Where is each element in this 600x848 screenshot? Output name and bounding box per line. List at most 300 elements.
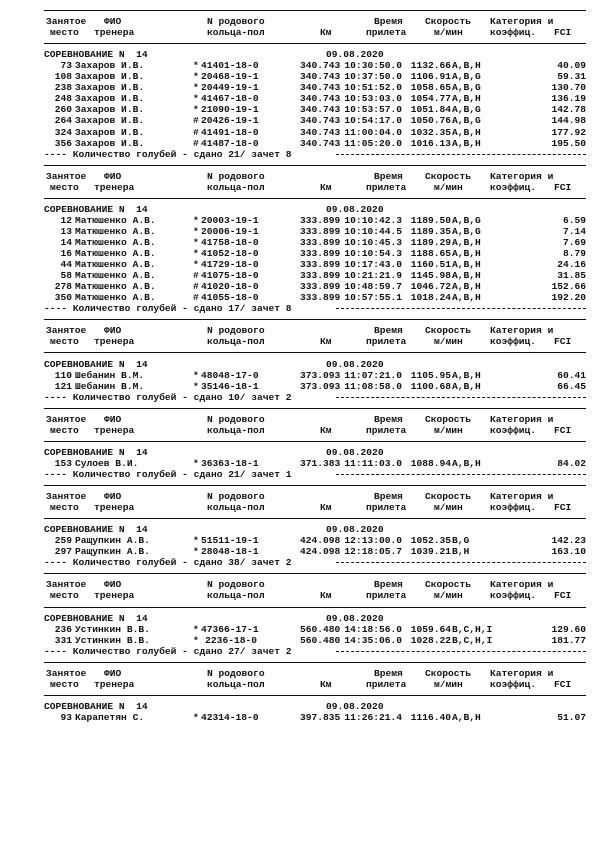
result-row <box>44 82 590 93</box>
result-cell: A,B,H <box>452 457 481 469</box>
result-cell: A,B,H <box>452 369 481 381</box>
summary-text: ---- Количество голубей - сдано 17/ зачет 8 <box>44 303 292 315</box>
result-cell: 14:35:06.0 <box>344 634 402 646</box>
separator-line <box>44 657 590 668</box>
header-cell: Категория и <box>490 325 554 337</box>
result-cell: 6.59 <box>562 214 586 226</box>
result-row <box>44 535 590 546</box>
results-sheet <box>44 5 590 723</box>
result-row <box>44 546 590 557</box>
result-cell: 333.899 <box>300 248 341 260</box>
separator-line <box>44 602 590 613</box>
result-cell: 1106.91 <box>410 71 451 83</box>
competition-date: 09.08.2020 <box>326 446 384 458</box>
header-cell: коэффиц. <box>490 424 537 436</box>
header-cell: место <box>50 590 79 602</box>
header-line-2 <box>44 502 590 513</box>
result-cell: 8.79 <box>562 248 586 260</box>
result-cell: 1046.72 <box>410 281 451 293</box>
separator-line <box>44 403 590 414</box>
header-cell: N родового <box>207 16 265 28</box>
result-cell: B,C,H,I <box>452 634 493 646</box>
result-row <box>44 712 590 723</box>
competition-title-line <box>44 524 590 535</box>
result-cell: 1145.98 <box>410 270 451 282</box>
result-cell: Матюшенко А.В. <box>75 270 156 282</box>
result-cell: 28048-18-1 <box>201 546 259 558</box>
header-cell: кольца-пол <box>207 27 265 39</box>
header-cell: тренера <box>94 424 135 436</box>
summary-text: ---- Количество голубей - сдано 21/ зачет 8 <box>44 148 292 160</box>
result-cell: * <box>193 369 199 381</box>
header-cell: ФИО <box>104 667 122 679</box>
result-cell: 340.743 <box>300 60 341 72</box>
separator-line <box>44 480 590 491</box>
result-cell: 1188.65 <box>410 248 451 260</box>
result-cell: 10:30:50.0 <box>344 60 402 72</box>
competition-title: СОРЕВНОВАНИЕ N 14 <box>44 49 148 61</box>
result-cell: 10:21:21.9 <box>344 270 402 282</box>
result-cell: 324 <box>54 126 72 138</box>
summary-line <box>44 149 590 160</box>
result-cell: Матюшенко А.В. <box>75 292 156 304</box>
result-cell: 41401-18-0 <box>201 60 259 72</box>
result-cell: * <box>193 259 199 271</box>
result-cell: 560.480 <box>300 623 341 635</box>
result-cell: B,H <box>452 546 470 558</box>
header-cell: место <box>50 502 79 514</box>
header-cell: N родового <box>207 413 265 425</box>
header-line-1 <box>44 579 590 590</box>
result-cell: 40.09 <box>557 60 586 72</box>
result-cell: 73 <box>60 60 72 72</box>
result-cell: 12:18:05.7 <box>344 546 402 558</box>
separator-line <box>44 5 590 16</box>
result-cell: 1088.94 <box>410 457 451 469</box>
result-cell: 1105.95 <box>410 369 451 381</box>
result-cell: 340.743 <box>300 137 341 149</box>
result-row <box>44 370 590 381</box>
separator-line <box>44 513 590 524</box>
result-cell: Матюшенко А.В. <box>75 214 156 226</box>
result-cell: 10:10:44.5 <box>344 225 402 237</box>
result-cell: 163.10 <box>551 546 586 558</box>
header-cell: место <box>50 678 79 690</box>
result-cell: A,B,G <box>452 104 481 116</box>
result-cell: 35146-18-1 <box>201 380 259 392</box>
header-cell: ФИО <box>104 491 122 503</box>
result-cell: 333.899 <box>300 292 341 304</box>
result-row <box>44 270 590 281</box>
header-cell: коэффиц. <box>490 590 537 602</box>
header-cell: коэффиц. <box>490 336 537 348</box>
header-cell: FCI <box>554 590 572 602</box>
header-cell: м/мин <box>434 181 463 193</box>
result-cell: 14:18:56.0 <box>344 623 402 635</box>
result-cell: 278 <box>54 281 72 293</box>
result-row <box>44 237 590 248</box>
result-cell: * <box>193 634 199 646</box>
result-cell: 11:05:20.0 <box>344 137 402 149</box>
result-cell: 51.07 <box>557 712 586 723</box>
competition-date: 09.08.2020 <box>326 49 384 61</box>
summary-text: ---- Количество голубей - сдано 38/ зачет 2 <box>44 557 292 569</box>
header-cell: FCI <box>554 181 572 193</box>
header-cell: место <box>50 424 79 436</box>
result-cell: 1018.24 <box>410 292 451 304</box>
header-cell: Категория и <box>490 413 554 425</box>
result-cell: * <box>193 104 199 116</box>
result-cell: * <box>193 225 199 237</box>
result-cell: 41729-18-0 <box>201 259 259 271</box>
result-cell: 1058.65 <box>410 82 451 94</box>
result-cell: # <box>193 115 199 127</box>
result-cell: A,B,H <box>452 270 481 282</box>
result-cell: 84.02 <box>557 457 586 469</box>
summary-line <box>44 392 590 403</box>
header-cell: Км <box>320 502 332 514</box>
header-line-2 <box>44 182 590 193</box>
competition-date: 09.08.2020 <box>326 524 384 536</box>
result-cell: 340.743 <box>300 104 341 116</box>
header-cell: кольца-пол <box>207 678 265 690</box>
result-cell: Ращупкин А.В. <box>75 535 150 547</box>
result-cell: # <box>193 292 199 304</box>
result-cell: 10:54:17.0 <box>344 115 402 127</box>
result-cell: 12:13:00.0 <box>344 535 402 547</box>
result-cell: A,B,G <box>452 214 481 226</box>
header-cell: прилета <box>366 678 407 690</box>
result-cell: Ращупкин А.В. <box>75 546 150 558</box>
result-cell: 108 <box>54 71 72 83</box>
header-cell: FCI <box>554 424 572 436</box>
result-cell: Шебанин В.М. <box>75 380 145 392</box>
result-cell: 236 <box>54 623 72 635</box>
result-cell: 130.70 <box>551 82 586 94</box>
result-cell: 7.69 <box>562 236 586 248</box>
header-cell: Км <box>320 678 332 690</box>
header-cell: кольца-пол <box>207 336 265 348</box>
result-cell: A,B,H <box>452 236 481 248</box>
header-line-2 <box>44 425 590 436</box>
result-cell: 11:26:21.4 <box>344 712 402 723</box>
result-cell: 60.41 <box>557 369 586 381</box>
result-cell: 1028.22 <box>410 634 451 646</box>
competition-date: 09.08.2020 <box>326 203 384 215</box>
result-cell: * <box>193 82 199 94</box>
result-cell: A,B,H <box>452 137 481 149</box>
summary-dash-tail <box>336 308 586 309</box>
result-cell: 11:11:03.0 <box>344 457 402 469</box>
header-cell: Занятое <box>46 16 87 28</box>
competition-title: СОРЕВНОВАНИЕ N 14 <box>44 358 148 370</box>
result-cell: 10:51:52.0 <box>344 82 402 94</box>
result-cell: 340.743 <box>300 93 341 105</box>
result-cell: 297 <box>54 546 72 558</box>
result-cell: 41020-18-0 <box>201 281 259 293</box>
header-cell: кольца-пол <box>207 424 265 436</box>
result-cell: 1059.64 <box>410 623 451 635</box>
result-cell: 41758-18-0 <box>201 236 259 248</box>
header-cell: Км <box>320 336 332 348</box>
header-cell: Время <box>374 579 403 591</box>
result-cell: 1032.35 <box>410 126 451 138</box>
result-cell: 1016.13 <box>410 137 451 149</box>
result-cell: 20468-19-1 <box>201 71 259 83</box>
result-cell: 121 <box>54 380 72 392</box>
header-cell: Категория и <box>490 491 554 503</box>
competition-title: СОРЕВНОВАНИЕ N 14 <box>44 446 148 458</box>
result-cell: 340.743 <box>300 82 341 94</box>
result-cell: 41052-18-0 <box>201 248 259 260</box>
header-cell: место <box>50 27 79 39</box>
competition-title: СОРЕВНОВАНИЕ N 14 <box>44 524 148 536</box>
result-cell: Устинкин В.В. <box>75 623 150 635</box>
result-cell: 10:48:59.7 <box>344 281 402 293</box>
header-cell: N родового <box>207 491 265 503</box>
header-cell: коэффиц. <box>490 27 537 39</box>
result-cell: Матюшенко А.В. <box>75 248 156 260</box>
result-row <box>44 281 590 292</box>
header-line-2 <box>44 679 590 690</box>
header-cell: Категория и <box>490 170 554 182</box>
header-cell: ФИО <box>104 170 122 182</box>
result-cell: Захаров И.В. <box>75 82 145 94</box>
header-cell: прилета <box>366 27 407 39</box>
result-cell: 142.23 <box>551 535 586 547</box>
result-cell: 12 <box>60 214 72 226</box>
result-cell: * <box>193 380 199 392</box>
header-cell: Скорость <box>425 325 472 337</box>
result-row <box>44 226 590 237</box>
result-cell: Сулоев В.И. <box>75 457 139 469</box>
competition-title: СОРЕВНОВАНИЕ N 14 <box>44 700 148 712</box>
result-cell: A,B,H <box>452 292 481 304</box>
result-cell: 11:08:58.0 <box>344 380 402 392</box>
competition-title-line <box>44 701 590 712</box>
result-cell: 333.899 <box>300 236 341 248</box>
header-cell: Занятое <box>46 667 87 679</box>
header-line-1 <box>44 171 590 182</box>
result-cell: Захаров И.В. <box>75 126 145 138</box>
header-cell: FCI <box>554 336 572 348</box>
result-cell: Устинкин В.В. <box>75 634 150 646</box>
header-cell: тренера <box>94 336 135 348</box>
header-cell: кольца-пол <box>207 590 265 602</box>
header-cell: Время <box>374 413 403 425</box>
result-cell: 24.16 <box>557 259 586 271</box>
result-cell: 152.66 <box>551 281 586 293</box>
result-row <box>44 93 590 104</box>
result-cell: 36363-18-1 <box>201 457 259 469</box>
result-cell: 7.14 <box>562 225 586 237</box>
result-cell: Захаров И.В. <box>75 115 145 127</box>
result-cell: 20449-19-1 <box>201 82 259 94</box>
result-cell: 10:57:55.1 <box>344 292 402 304</box>
header-cell: Время <box>374 491 403 503</box>
result-cell: 10:10:45.3 <box>344 236 402 248</box>
header-cell: ФИО <box>104 16 122 28</box>
result-cell: 333.899 <box>300 225 341 237</box>
header-cell: Время <box>374 667 403 679</box>
result-cell: 16 <box>60 248 72 260</box>
result-cell: A,B,H <box>452 126 481 138</box>
result-row <box>44 259 590 270</box>
header-cell: Скорость <box>425 579 472 591</box>
header-cell: Занятое <box>46 491 87 503</box>
result-cell: 144.98 <box>551 115 586 127</box>
result-row <box>44 381 590 392</box>
result-row <box>44 138 590 149</box>
result-cell: 248 <box>54 93 72 105</box>
summary-line <box>44 557 590 568</box>
header-cell: Время <box>374 170 403 182</box>
header-cell: Занятое <box>46 170 87 182</box>
result-cell: 21090-19-1 <box>201 104 259 116</box>
result-row <box>44 127 590 138</box>
header-cell: коэффиц. <box>490 502 537 514</box>
header-cell: Категория и <box>490 16 554 28</box>
separator-line <box>44 347 590 358</box>
separator-line <box>44 690 590 701</box>
header-cell: ФИО <box>104 325 122 337</box>
result-row <box>44 104 590 115</box>
result-cell: 66.45 <box>557 380 586 392</box>
result-cell: 136.19 <box>551 93 586 105</box>
result-cell: Захаров И.В. <box>75 104 145 116</box>
header-cell: Занятое <box>46 579 87 591</box>
header-cell: N родового <box>207 579 265 591</box>
result-cell: 1160.51 <box>410 259 451 271</box>
header-cell: м/мин <box>434 27 463 39</box>
result-row <box>44 292 590 303</box>
result-cell: 238 <box>54 82 72 94</box>
summary-dash-tail <box>336 474 586 475</box>
result-cell: 264 <box>54 115 72 127</box>
header-cell: место <box>50 181 79 193</box>
header-cell: Скорость <box>425 491 472 503</box>
header-cell: кольца-пол <box>207 502 265 514</box>
result-cell: 1100.68 <box>410 380 451 392</box>
result-cell: 1051.84 <box>410 104 451 116</box>
header-cell: Время <box>374 16 403 28</box>
header-cell: FCI <box>554 27 572 39</box>
result-cell: 58 <box>60 270 72 282</box>
result-cell: 177.92 <box>551 126 586 138</box>
competition-date: 09.08.2020 <box>326 700 384 712</box>
result-cell: 59.31 <box>557 71 586 83</box>
header-cell: FCI <box>554 678 572 690</box>
result-cell: 41075-18-0 <box>201 270 259 282</box>
result-cell: 192.20 <box>551 292 586 304</box>
result-cell: 333.899 <box>300 281 341 293</box>
result-row <box>44 60 590 71</box>
result-cell: Захаров И.В. <box>75 71 145 83</box>
header-cell: N родового <box>207 667 265 679</box>
result-cell: 10:37:50.0 <box>344 71 402 83</box>
result-cell: 51511-19-1 <box>201 535 259 547</box>
header-cell: Занятое <box>46 325 87 337</box>
header-cell: кольца-пол <box>207 181 265 193</box>
result-cell: Захаров И.В. <box>75 93 145 105</box>
result-cell: 1050.76 <box>410 115 451 127</box>
result-cell: Матюшенко А.В. <box>75 259 156 271</box>
header-cell: FCI <box>554 502 572 514</box>
result-row <box>44 248 590 259</box>
header-cell: Скорость <box>425 413 472 425</box>
header-cell: коэффиц. <box>490 181 537 193</box>
header-line-1 <box>44 668 590 679</box>
header-cell: м/мин <box>434 678 463 690</box>
result-cell: * <box>193 71 199 83</box>
competition-title-line <box>44 613 590 624</box>
header-cell: прилета <box>366 336 407 348</box>
result-cell: 10:53:03.0 <box>344 93 402 105</box>
header-cell: N родового <box>207 170 265 182</box>
result-cell: * <box>193 457 199 469</box>
result-cell: 10:17:43.0 <box>344 259 402 271</box>
result-cell: * <box>193 546 199 558</box>
result-cell: Матюшенко А.В. <box>75 281 156 293</box>
header-cell: м/мин <box>434 590 463 602</box>
separator-line <box>44 193 590 204</box>
result-cell: 333.899 <box>300 270 341 282</box>
result-cell: 48048-17-0 <box>201 369 259 381</box>
result-cell: 14 <box>60 236 72 248</box>
result-cell: 371.383 <box>300 457 341 469</box>
result-cell: 356 <box>54 137 72 149</box>
result-cell: 142.78 <box>551 104 586 116</box>
result-cell: 11:07:21.0 <box>344 369 402 381</box>
result-cell: 397.835 <box>300 712 341 723</box>
header-cell: Занятое <box>46 413 87 425</box>
header-cell: Скорость <box>425 170 472 182</box>
result-cell: * <box>193 623 199 635</box>
result-cell: * <box>193 214 199 226</box>
header-cell: прилета <box>366 424 407 436</box>
result-cell: 13 <box>60 225 72 237</box>
separator-line <box>44 38 590 49</box>
competition-title-line <box>44 49 590 60</box>
result-cell: Карапетян С. <box>75 712 145 723</box>
header-line-2 <box>44 336 590 347</box>
header-cell: Км <box>320 27 332 39</box>
header-cell: тренера <box>94 181 135 193</box>
result-cell: * <box>193 248 199 260</box>
result-cell: 424.098 <box>300 535 341 547</box>
result-cell: A,B,H <box>452 712 481 723</box>
competition-date: 09.08.2020 <box>326 612 384 624</box>
result-cell: 31.85 <box>557 270 586 282</box>
competition-title: СОРЕВНОВАНИЕ N 14 <box>44 612 148 624</box>
header-cell: м/мин <box>434 502 463 514</box>
result-cell: A,B,H <box>452 93 481 105</box>
result-cell: 10:53:57.0 <box>344 104 402 116</box>
result-cell: 1052.35 <box>410 535 451 547</box>
header-cell: N родового <box>207 325 265 337</box>
header-cell: ФИО <box>104 579 122 591</box>
header-line-1 <box>44 414 590 425</box>
result-cell: 1189.50 <box>410 214 451 226</box>
result-row <box>44 71 590 82</box>
result-cell: 41491-18-0 <box>201 126 259 138</box>
competition-title-line <box>44 447 590 458</box>
result-cell: 350 <box>54 292 72 304</box>
header-cell: прилета <box>366 590 407 602</box>
result-cell: 20003-19-1 <box>201 214 259 226</box>
header-cell: прилета <box>366 502 407 514</box>
result-cell: A,B,H <box>452 380 481 392</box>
